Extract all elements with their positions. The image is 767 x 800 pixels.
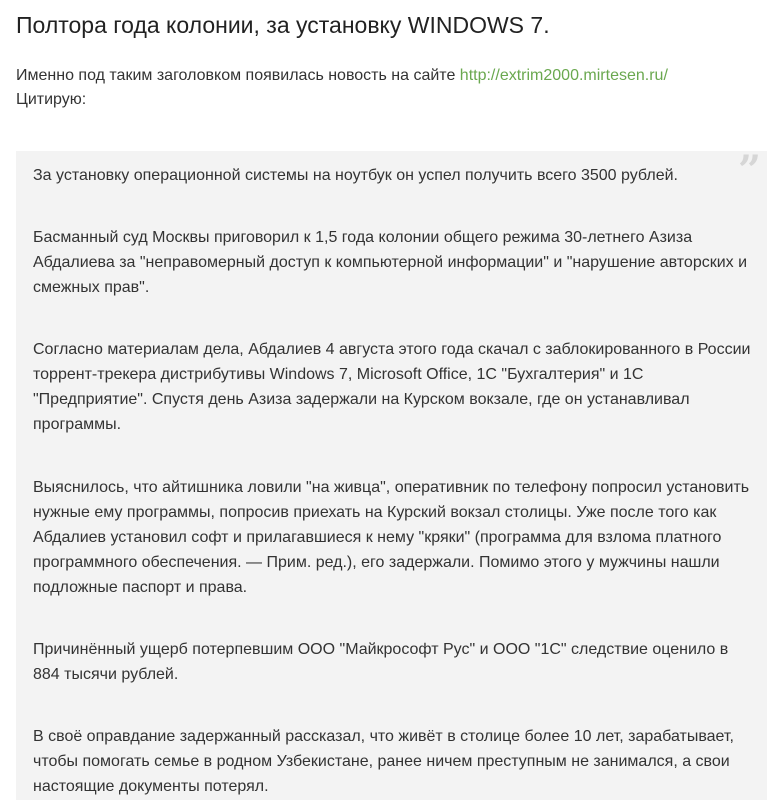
intro-quote-label: Цитирую: xyxy=(16,91,87,108)
quote-paragraph-3: Согласно материалам дела, Абдалиев 4 августа этого года скачал с заблокированного в России торрент-трекера дистрибутивы Windows 7, Microsoft Office, 1С "Бухгалтерия" и 1С "Предприятие". Спустя день Азиза задержали на Курском вокзале, где он устанавливал программы. xyxy=(33,341,751,433)
quote-marks-icon: ” xyxy=(737,147,761,194)
quote-paragraph-1: За установку операционной системы на ноутбук он успел получить всего 3500 рублей. xyxy=(33,167,678,184)
quote-paragraph-5: Причинённый ущерб потерпевшим ООО "Майкрософт Рус" и ООО "1С" следствие оценило в 884 тысячи рублей. xyxy=(33,641,729,683)
quote-paragraph-6: В своё оправдание задержанный рассказал, что живёт в столице более 10 лет, зарабатывает, чтобы помогать семье в родном Узбекистане, ранее ничем преступным не занимался, а свои настоящие документы потерял. xyxy=(33,728,734,795)
article-title: Полтора года колонии, за установку WINDOWS 7. xyxy=(16,12,550,38)
source-link[interactable]: http://extrim2000.mirtesen.ru/ xyxy=(459,67,668,84)
intro-text: Именно под таким заголовком появилась новость на сайте xyxy=(16,67,460,84)
blockquote xyxy=(16,147,767,800)
quote-paragraph-4: Выяснилось, что айтишника ловили "на живца", оперативник по телефону попросил установить нужные ему программы, попросив приехать на Курский вокзал столицы. Уже после того как Абдалиев установил софт и прилагавшиеся к нему "кряки" (программа для взлома платного программного обеспечения. — Прим. ред.), его задержали. Помимо этого у мужчины нашли подложные паспорт и права. xyxy=(33,479,750,596)
intro-paragraph xyxy=(16,64,756,112)
quote-paragraph-2: Басманный суд Москвы приговорил к 1,5 года колонии общего режима 30-летнего Азиза Абдалиева за "неправомерный доступ к компьютерной информации" и "нарушение авторских и смежных прав". xyxy=(33,229,748,296)
